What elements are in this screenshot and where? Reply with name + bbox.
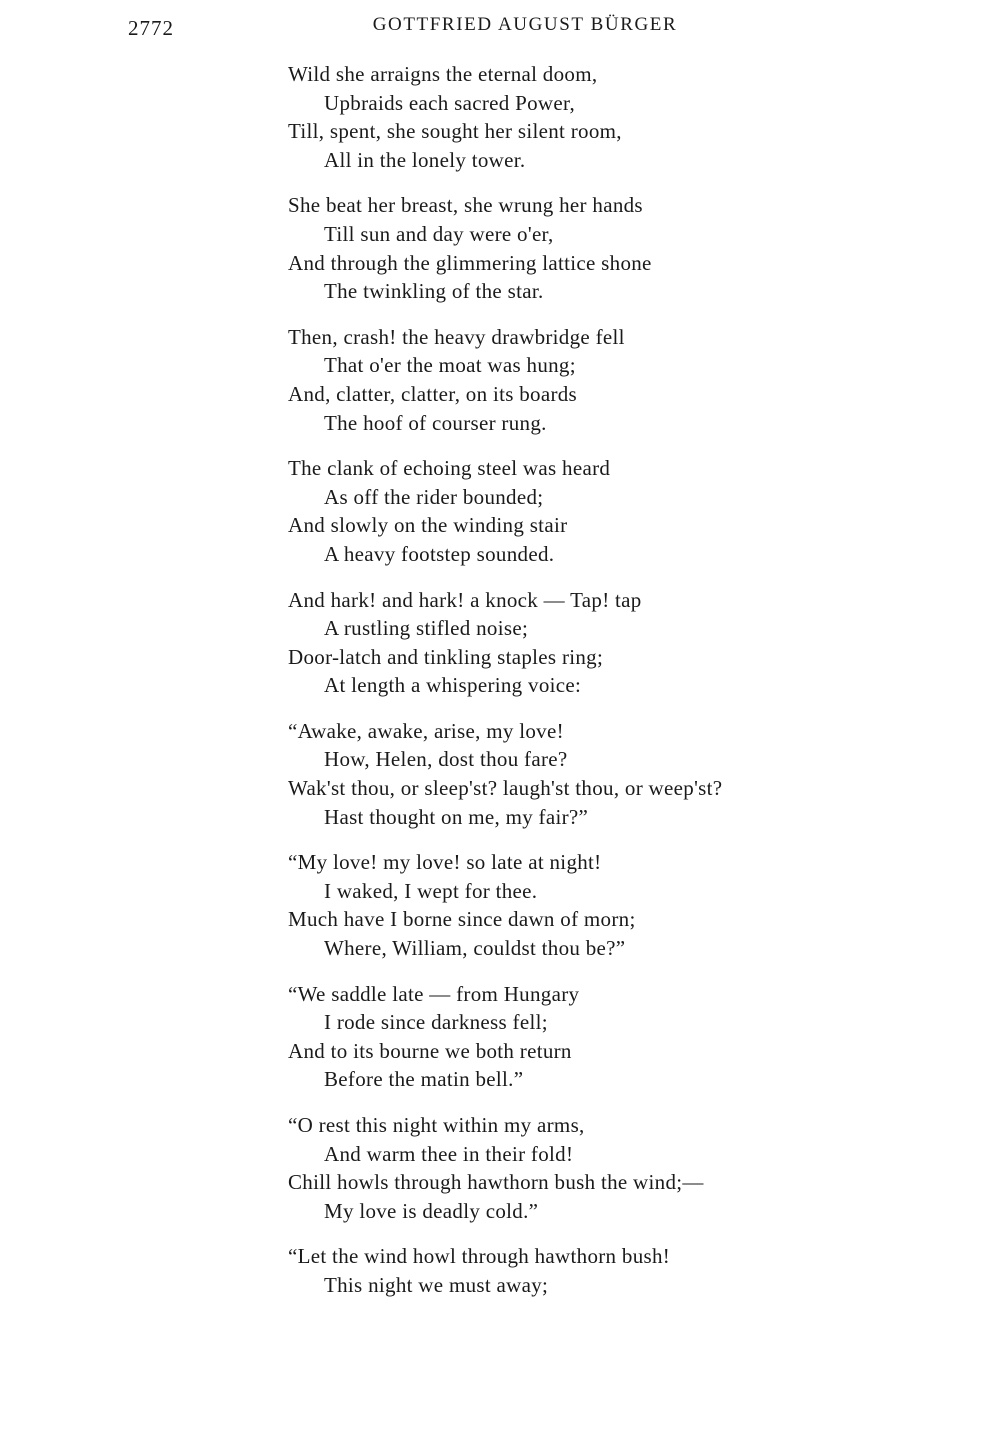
stanza (288, 717, 968, 831)
stanza (288, 191, 968, 305)
poem-line: Then, crash! the heavy drawbridge fell (288, 324, 625, 349)
poem-line: Hast thought on me, my fair?” (324, 804, 589, 829)
poem-line: “My love! my love! so late at night! (288, 850, 602, 875)
poem-line: At length a whispering voice: (324, 673, 582, 698)
poem-line: This night we must away; (324, 1272, 549, 1297)
poem-line: “We saddle late — from Hungary (288, 981, 580, 1006)
poem-line: And, clatter, clatter, on its boards (288, 381, 578, 406)
stanza (288, 323, 968, 437)
poem-line: Wild she arraigns the eternal doom, (288, 62, 598, 86)
stanza (288, 848, 968, 962)
poem-line: Till sun and day were o'er, (324, 221, 554, 246)
poem-line: And to its bourne we both return (288, 1038, 572, 1063)
poem-line: All in the lonely tower. (324, 147, 526, 172)
poem-line: The twinkling of the star. (324, 279, 544, 304)
poem-line: And through the glimmering lattice shone (288, 250, 652, 275)
poem-line: Where, William, couldst thou be?” (324, 936, 626, 961)
stanza (288, 586, 968, 700)
poem-line: Till, spent, she sought her silent room, (288, 119, 622, 144)
poem-line: A rustling stifled noise; (324, 616, 529, 641)
poem-line: My love is deadly cold.” (324, 1198, 539, 1223)
poem-body (288, 60, 968, 1317)
page-number: 2772 (128, 16, 174, 40)
poem-line: Door-latch and tinkling staples ring; (288, 644, 604, 669)
stanza (288, 980, 968, 1094)
stanza (288, 1242, 968, 1299)
poem-line: Chill howls through hawthorn bush the wind;— (288, 1170, 704, 1195)
poem-line: “O rest this night within my arms, (288, 1113, 585, 1137)
poem-line: I waked, I wept for thee. (324, 878, 538, 903)
poem-line: The clank of echoing steel was heard (288, 456, 611, 481)
poem-line: Much have I borne since dawn of morn; (288, 907, 636, 932)
poem-line: How, Helen, dost thou fare? (324, 747, 568, 772)
stanza (288, 60, 968, 174)
poem-line: She beat her breast, she wrung her hands (288, 193, 643, 218)
poem-line: That o'er the moat was hung; (324, 353, 576, 378)
stanza (288, 1111, 968, 1225)
poem-line: And hark! and hark! a knock — Tap! tap (288, 587, 642, 612)
poem-line: A heavy footstep sounded. (324, 541, 555, 566)
poem-line: As off the rider bounded; (324, 484, 544, 509)
poem-line: And warm thee in their fold! (324, 1141, 574, 1166)
poem-line: I rode since darkness fell; (324, 1010, 548, 1035)
poem-line: And slowly on the winding stair (288, 513, 568, 538)
poem-line: The hoof of courser rung. (324, 410, 547, 435)
running-title: GOTTFRIED AUGUST BÜRGER (372, 14, 678, 35)
poem-line: “Let the wind howl through hawthorn bush! (288, 1244, 671, 1269)
poem-line: Wak'st thou, or sleep'st? laugh'st thou, or weep'st? (288, 776, 723, 801)
poem-line: Upbraids each sacred Power, (324, 90, 575, 115)
poem-line: “Awake, awake, arise, my love! (288, 718, 564, 743)
poem-line: Before the matin bell.” (324, 1067, 524, 1092)
stanza (288, 454, 968, 568)
